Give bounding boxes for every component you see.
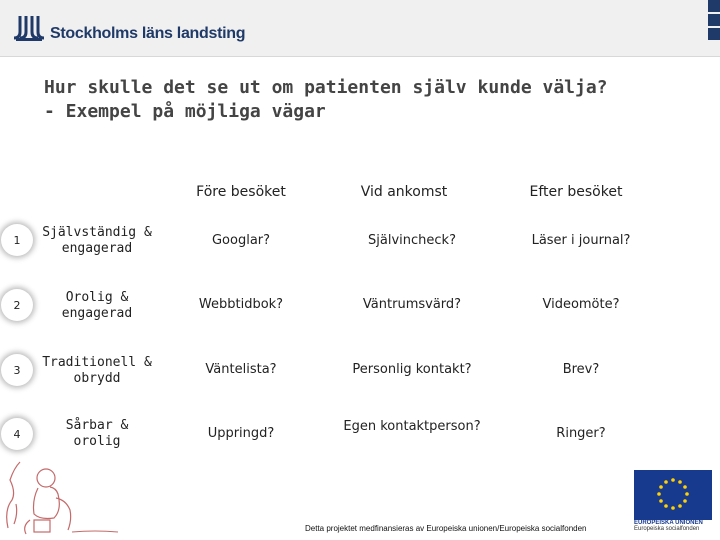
eu-caption-sub: Europeiska socialfonden (634, 526, 700, 532)
cell-after: Brev? (562, 362, 600, 377)
org-name: Stockholms läns landsting (50, 25, 246, 42)
title-line-2: - Exempel på möjliga vägar (44, 101, 326, 122)
eu-logo (634, 470, 712, 532)
cell-arrival: Väntrumsvärd? (362, 297, 462, 312)
cell-arrival: Självincheck? (368, 233, 456, 248)
row-number-badge: 1 (1, 224, 33, 256)
row-number-badge: 4 (1, 418, 33, 450)
row-label: Traditionell & obrydd (42, 355, 152, 386)
row-label: Orolig & engagerad (61, 290, 133, 321)
eu-caption: EUROPEISKA UNIONEN (634, 520, 703, 526)
cell-after: Ringer? (556, 426, 606, 441)
sll-logo-icon (14, 14, 44, 42)
title-line-1: Hur skulle det se ut om patienten själv kunde välja? (44, 77, 608, 98)
funding-text: Detta projektet medfinansieras av Europeiska unionen/Europeiska socialfonden (305, 524, 587, 533)
cell-before: Väntelista? (205, 362, 277, 377)
cell-before: Webbtidbok? (198, 297, 284, 312)
row-number-badge: 2 (1, 289, 33, 321)
column-header-before: Före besöket (196, 184, 286, 200)
cell-arrival: Personlig kontakt? (352, 362, 472, 377)
header-bar (0, 0, 720, 57)
eu-flag-icon (634, 470, 712, 520)
row-label: Självständig & engagerad (42, 225, 152, 256)
page-title (44, 76, 684, 124)
ehalsa-sketch-icon (0, 440, 130, 538)
decor-squares (708, 0, 720, 42)
cell-after: Läser i journal? (531, 233, 631, 248)
column-header-after: Efter besöket (529, 184, 623, 200)
cell-before: Uppringd? (207, 426, 275, 441)
row-number-badge: 3 (1, 354, 33, 386)
row-label: Sårbar & orolig (65, 418, 129, 449)
column-header-arrival: Vid ankomst (360, 184, 448, 200)
cell-arrival: Egen kontaktperson? (343, 419, 481, 434)
cell-after: Videomöte? (542, 297, 620, 312)
cell-before: Googlar? (211, 233, 271, 248)
